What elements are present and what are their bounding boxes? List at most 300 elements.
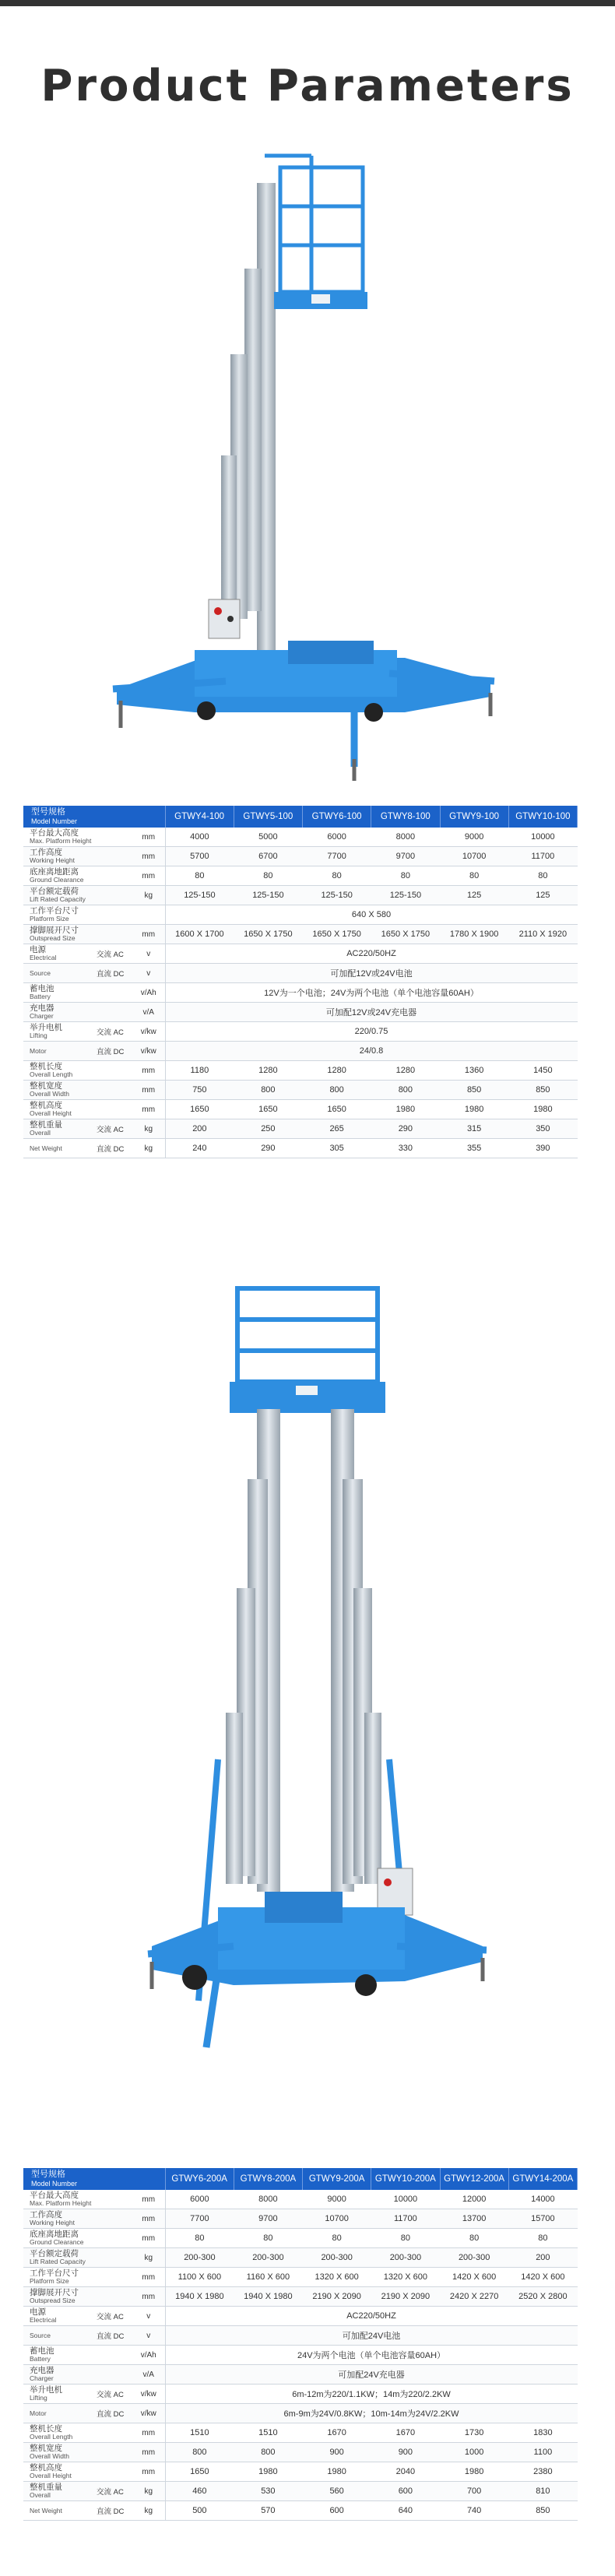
table-cell: 6000	[303, 828, 371, 847]
row-label	[23, 2384, 95, 2404]
row-label-zh: 整机长度	[30, 1062, 62, 1071]
row-sublabel: 交流 AC	[95, 2384, 132, 2404]
parameters-table-single-mast	[23, 806, 578, 1158]
table-cell: 80	[440, 2229, 508, 2248]
row-label	[23, 828, 95, 847]
table-cell: 200-300	[440, 2248, 508, 2268]
table-row	[23, 2384, 578, 2404]
table-cell: 1000	[440, 2443, 508, 2462]
row-label-en: Max. Platform Height	[30, 837, 92, 845]
row-unit: mm	[132, 1061, 165, 1081]
table-cell: 15700	[508, 2209, 577, 2229]
row-label	[23, 1119, 95, 1139]
table-cell-merged: AC220/50HZ	[165, 944, 578, 964]
model-header: GTWY6-200A	[165, 2168, 234, 2190]
row-sublabel: 交流 AC	[95, 2482, 132, 2501]
table-cell-merged: 可加配24V充电器	[165, 2365, 578, 2384]
row-label-zh: 整机长度	[30, 2424, 62, 2434]
row-label-en: Platform Size	[30, 915, 69, 923]
table-cell: 4000	[165, 828, 234, 847]
table-cell: 290	[371, 1119, 440, 1139]
row-sublabel	[95, 886, 132, 905]
row-sublabel	[95, 1061, 132, 1081]
row-unit: v/kw	[132, 1042, 165, 1061]
table-cell: 7700	[303, 847, 371, 866]
table-cell: 850	[508, 1081, 577, 1100]
table-cell: 1980	[440, 1100, 508, 1119]
top-bar	[0, 0, 615, 6]
row-unit: mm	[132, 847, 165, 866]
row-label	[23, 1042, 95, 1061]
row-label-en: Platform Size	[30, 2277, 69, 2285]
row-label-en: Overall Height	[30, 1109, 72, 1117]
row-sublabel	[95, 2209, 132, 2229]
table-cell: 5700	[165, 847, 234, 866]
table-cell: 240	[165, 1139, 234, 1158]
table-cell-merged: 220/0.75	[165, 1022, 578, 1042]
table-body	[23, 828, 578, 1158]
table-row	[23, 2268, 578, 2287]
row-label-en: Motor	[30, 1047, 47, 1055]
row-unit: mm	[132, 925, 165, 944]
table-cell: 10000	[508, 828, 577, 847]
table-cell: 350	[508, 1119, 577, 1139]
row-label-zh: 整机高度	[30, 2463, 62, 2472]
table-cell: 125-150	[165, 886, 234, 905]
table-cell: 80	[234, 2229, 302, 2248]
table-cell: 2190 X 2090	[371, 2287, 440, 2307]
row-label-zh: 撑脚展开尺寸	[30, 2288, 79, 2297]
table-cell: 11700	[508, 847, 577, 866]
row-unit: mm	[132, 2209, 165, 2229]
table-header-row	[23, 2168, 578, 2190]
row-sublabel	[95, 1003, 132, 1022]
row-sublabel: 直流 DC	[95, 964, 132, 983]
row-label	[23, 1100, 95, 1119]
row-label-en: Net Weight	[30, 1144, 62, 1152]
table-cell: 80	[440, 866, 508, 886]
table-cell: 80	[165, 866, 234, 886]
row-unit: mm	[132, 2462, 165, 2482]
row-sublabel	[95, 1100, 132, 1119]
table-cell: 800	[234, 2443, 302, 2462]
row-label-en: Overall	[30, 1129, 51, 1137]
row-unit: v	[132, 964, 165, 983]
row-unit: kg	[132, 2482, 165, 2501]
table-cell: 9700	[371, 847, 440, 866]
row-label-en: Net Weight	[30, 2507, 62, 2514]
row-sublabel	[95, 2190, 132, 2209]
row-label	[23, 2482, 95, 2501]
table-cell: 125-150	[371, 886, 440, 905]
row-label-en: Electrical	[30, 954, 57, 961]
table-cell: 200-300	[371, 2248, 440, 2268]
table-row	[23, 1100, 578, 1119]
row-label	[23, 2346, 95, 2365]
table-cell: 9000	[440, 828, 508, 847]
row-label-en: Lift Rated Capacity	[30, 2258, 86, 2265]
row-label-en: Ground Clearance	[30, 876, 84, 884]
row-label	[23, 2423, 95, 2443]
model-header: GTWY6-100	[303, 806, 371, 828]
table-cell: 1650 X 1750	[234, 925, 302, 944]
double-mast-lift-image	[0, 1277, 615, 2063]
table-cell: 750	[165, 1081, 234, 1100]
table-cell: 1940 X 1980	[165, 2287, 234, 2307]
row-label	[23, 944, 95, 964]
table-cell: 290	[234, 1139, 302, 1158]
row-label-zh: 整机重量	[30, 2483, 62, 2492]
row-label	[23, 2287, 95, 2307]
row-label-en: Overall Width	[30, 2452, 70, 2460]
table-cell: 1980	[371, 1100, 440, 1119]
row-sublabel	[95, 2462, 132, 2482]
row-label-zh: 充电器	[30, 1003, 54, 1013]
table-cell: 1510	[165, 2423, 234, 2443]
table-cell: 1420 X 600	[440, 2268, 508, 2287]
table-cell: 460	[165, 2482, 234, 2501]
table-cell: 125-150	[234, 886, 302, 905]
row-label	[23, 1081, 95, 1100]
table-cell: 125	[508, 886, 577, 905]
row-label-zh: 工作平台尺寸	[30, 2268, 79, 2278]
row-sublabel	[95, 925, 132, 944]
table-cell: 6700	[234, 847, 302, 866]
row-label-en: Working Height	[30, 856, 75, 864]
table-cell: 1650	[165, 1100, 234, 1119]
model-header: GTWY14-200A	[508, 2168, 577, 2190]
table-row	[23, 828, 578, 847]
row-label	[23, 2268, 95, 2287]
table-cell: 330	[371, 1139, 440, 1158]
row-unit: mm	[132, 2443, 165, 2462]
model-header: GTWY9-100	[440, 806, 508, 828]
row-label	[23, 2248, 95, 2268]
row-label-zh: 平台最大高度	[30, 828, 79, 838]
row-unit: kg	[132, 2501, 165, 2521]
table-cell: 740	[440, 2501, 508, 2521]
row-sublabel: 直流 DC	[95, 2326, 132, 2346]
table-cell: 500	[165, 2501, 234, 2521]
table-cell: 12000	[440, 2190, 508, 2209]
table-body	[23, 2190, 578, 2521]
table-cell: 2520 X 2800	[508, 2287, 577, 2307]
row-unit: v/A	[132, 1003, 165, 1022]
row-label-zh: 整机宽度	[30, 1081, 62, 1091]
table-cell: 1670	[303, 2423, 371, 2443]
row-label-zh: 充电器	[30, 2366, 54, 2375]
table-cell-merged: 24/0.8	[165, 1042, 578, 1061]
row-label-en: Outspread Size	[30, 2297, 76, 2304]
row-unit: kg	[132, 1119, 165, 1139]
row-label-en: Overall	[30, 2491, 51, 2499]
row-sublabel: 直流 DC	[95, 2404, 132, 2423]
table-cell: 800	[234, 1081, 302, 1100]
row-sublabel	[95, 2346, 132, 2365]
row-label-zh: 撑脚展开尺寸	[30, 926, 79, 935]
row-sublabel	[95, 866, 132, 886]
row-unit: v	[132, 2307, 165, 2326]
row-label-en: Motor	[30, 2409, 47, 2417]
row-label-zh: 整机宽度	[30, 2444, 62, 2453]
table-cell: 800	[371, 1081, 440, 1100]
row-label	[23, 905, 95, 925]
table-cell: 9000	[303, 2190, 371, 2209]
table-cell: 640	[371, 2501, 440, 2521]
row-unit: kg	[132, 2248, 165, 2268]
row-label-en: Overall Length	[30, 1070, 73, 1078]
row-label-en: Lifting	[30, 2394, 47, 2402]
table-row	[23, 1061, 578, 1081]
table-row	[23, 1139, 578, 1158]
table-cell: 2190 X 2090	[303, 2287, 371, 2307]
row-sublabel: 直流 DC	[95, 2501, 132, 2521]
row-label-zh: 工作平台尺寸	[30, 906, 79, 915]
row-label	[23, 983, 95, 1003]
header-label-zh: 型号规格	[31, 807, 65, 817]
row-label-zh: 工作高度	[30, 848, 62, 857]
row-label-en: Electrical	[30, 2316, 57, 2324]
row-label	[23, 2462, 95, 2482]
table-cell: 1320 X 600	[371, 2268, 440, 2287]
row-sublabel	[95, 2229, 132, 2248]
row-label	[23, 1003, 95, 1022]
row-sublabel	[95, 2268, 132, 2287]
row-unit	[132, 905, 165, 925]
table-cell: 1650 X 1750	[303, 925, 371, 944]
table-cell: 700	[440, 2482, 508, 2501]
row-label-zh: 举升电机	[30, 1023, 62, 1032]
row-label	[23, 1061, 95, 1081]
table-cell: 14000	[508, 2190, 577, 2209]
table-cell-merged: 可加配12V或24V电池	[165, 964, 578, 983]
table-cell: 315	[440, 1119, 508, 1139]
table-cell: 390	[508, 1139, 577, 1158]
table-cell: 1670	[371, 2423, 440, 2443]
table-row	[23, 2462, 578, 2482]
row-unit: v/Ah	[132, 983, 165, 1003]
table-cell: 80	[165, 2229, 234, 2248]
table-row	[23, 983, 578, 1003]
model-number-header	[23, 2168, 165, 2190]
row-sublabel: 交流 AC	[95, 1119, 132, 1139]
table-row	[23, 2404, 578, 2423]
row-label-en: Lifting	[30, 1031, 47, 1039]
row-unit: mm	[132, 2423, 165, 2443]
table-cell-merged: 640 X 580	[165, 905, 578, 925]
row-label-zh: 电源	[30, 2307, 46, 2317]
row-unit: v/Ah	[132, 2346, 165, 2365]
row-label	[23, 1022, 95, 1042]
table-cell: 1730	[440, 2423, 508, 2443]
model-header: GTWY8-100	[371, 806, 440, 828]
row-sublabel	[95, 905, 132, 925]
table-cell: 800	[165, 2443, 234, 2462]
table-cell: 850	[508, 2501, 577, 2521]
row-sublabel	[95, 2365, 132, 2384]
header-label-en: Model Number	[31, 2180, 78, 2188]
row-label	[23, 964, 95, 983]
row-sublabel	[95, 828, 132, 847]
table-cell-merged: 6m-9m为24V/0.8KW；10m-14m为24V/2.2KW	[165, 2404, 578, 2423]
row-label	[23, 866, 95, 886]
table-row	[23, 2190, 578, 2209]
model-header: GTWY5-100	[234, 806, 302, 828]
table-cell: 1980	[508, 1100, 577, 1119]
table-cell: 11700	[371, 2209, 440, 2229]
table-cell: 1360	[440, 1061, 508, 1081]
table-cell: 1650	[234, 1100, 302, 1119]
table-cell: 9700	[234, 2209, 302, 2229]
table-cell: 800	[303, 1081, 371, 1100]
table-cell-merged: 可加配24V电池	[165, 2326, 578, 2346]
row-unit: v/kw	[132, 2384, 165, 2404]
row-sublabel	[95, 2423, 132, 2443]
table-row	[23, 2501, 578, 2521]
table-cell: 2380	[508, 2462, 577, 2482]
row-label-zh: 平台额定载荷	[30, 887, 79, 896]
model-header: GTWY10-100	[508, 806, 577, 828]
table-cell: 200	[165, 1119, 234, 1139]
table-row	[23, 1081, 578, 1100]
table-cell: 80	[508, 866, 577, 886]
row-unit: mm	[132, 1100, 165, 1119]
row-label	[23, 886, 95, 905]
row-sublabel	[95, 2443, 132, 2462]
model-header: GTWY10-200A	[371, 2168, 440, 2190]
row-label-en: Ground Clearance	[30, 2238, 84, 2246]
table-cell: 125-150	[303, 886, 371, 905]
row-label	[23, 2365, 95, 2384]
row-label-zh: 整机高度	[30, 1101, 62, 1110]
table-cell: 2040	[371, 2462, 440, 2482]
table-row	[23, 1042, 578, 1061]
table-cell: 560	[303, 2482, 371, 2501]
table-row	[23, 866, 578, 886]
row-sublabel	[95, 983, 132, 1003]
page-title: Product Parameters	[40, 61, 575, 111]
row-sublabel: 交流 AC	[95, 2307, 132, 2326]
row-unit: kg	[132, 1139, 165, 1158]
row-sublabel: 直流 DC	[95, 1139, 132, 1158]
table-cell: 80	[371, 866, 440, 886]
row-label-en: Lift Rated Capacity	[30, 895, 86, 903]
row-label	[23, 847, 95, 866]
table-cell: 1780 X 1900	[440, 925, 508, 944]
table-row	[23, 2365, 578, 2384]
row-label	[23, 2326, 95, 2346]
row-sublabel	[95, 1081, 132, 1100]
table-cell: 265	[303, 1119, 371, 1139]
row-label-en: Charger	[30, 1012, 54, 1020]
single-mast-lift-image	[0, 152, 615, 790]
row-unit: mm	[132, 866, 165, 886]
row-unit: v/kw	[132, 1022, 165, 1042]
table-cell: 355	[440, 1139, 508, 1158]
table-cell: 80	[303, 866, 371, 886]
table-cell-merged: AC220/50HZ	[165, 2307, 578, 2326]
table-cell: 600	[371, 2482, 440, 2501]
header-label-en: Model Number	[31, 817, 78, 825]
table-row	[23, 1003, 578, 1022]
row-label-zh: 底座离地距离	[30, 867, 79, 877]
table-row	[23, 2287, 578, 2307]
row-sublabel: 交流 AC	[95, 1022, 132, 1042]
table-cell: 80	[371, 2229, 440, 2248]
table-cell: 1940 X 1980	[234, 2287, 302, 2307]
row-label	[23, 2443, 95, 2462]
table-row	[23, 2209, 578, 2229]
table-cell: 900	[371, 2443, 440, 2462]
table-cell: 1180	[165, 1061, 234, 1081]
row-unit: v/kw	[132, 2404, 165, 2423]
table-header-row	[23, 806, 578, 828]
table-row	[23, 2346, 578, 2365]
row-sublabel	[95, 2287, 132, 2307]
row-sublabel: 直流 DC	[95, 1042, 132, 1061]
table-cell: 1980	[234, 2462, 302, 2482]
table-cell: 1510	[234, 2423, 302, 2443]
table-cell: 1650 X 1750	[371, 925, 440, 944]
table-cell-merged: 12V为一个电池；24V为两个电池（单个电池容量60AH）	[165, 983, 578, 1003]
table-cell: 6000	[165, 2190, 234, 2209]
table-cell: 850	[440, 1081, 508, 1100]
row-label-en: Charger	[30, 2374, 54, 2382]
row-unit: mm	[132, 2190, 165, 2209]
table-row	[23, 925, 578, 944]
model-header: GTWY8-200A	[234, 2168, 302, 2190]
row-label-en: Outspread Size	[30, 934, 76, 942]
table-cell: 1980	[440, 2462, 508, 2482]
table-row	[23, 905, 578, 925]
row-sublabel	[95, 2248, 132, 2268]
row-unit: v	[132, 944, 165, 964]
row-label-en: Battery	[30, 2355, 51, 2363]
row-unit: v/A	[132, 2365, 165, 2384]
table-row	[23, 2229, 578, 2248]
row-label-zh: 底座离地距离	[30, 2230, 79, 2239]
table-cell: 1600 X 1700	[165, 925, 234, 944]
row-label-en: Overall Length	[30, 2433, 73, 2441]
table-cell: 1280	[303, 1061, 371, 1081]
table-cell: 1450	[508, 1061, 577, 1081]
table-cell: 2110 X 1920	[508, 925, 577, 944]
row-label	[23, 2307, 95, 2326]
table-cell: 1100	[508, 2443, 577, 2462]
row-label-en: Battery	[30, 993, 51, 1000]
table-cell: 1100 X 600	[165, 2268, 234, 2287]
table-cell: 200-300	[234, 2248, 302, 2268]
table-cell: 200-300	[303, 2248, 371, 2268]
table-cell: 1830	[508, 2423, 577, 2443]
table-row	[23, 2443, 578, 2462]
table-cell: 8000	[371, 828, 440, 847]
table-row	[23, 2482, 578, 2501]
row-label-en: Working Height	[30, 2219, 75, 2226]
table-row	[23, 1022, 578, 1042]
table-cell: 10000	[371, 2190, 440, 2209]
table-cell: 1980	[303, 2462, 371, 2482]
row-label-en: Source	[30, 969, 51, 977]
row-label-en: Max. Platform Height	[30, 2199, 92, 2207]
table-cell: 1420 X 600	[508, 2268, 577, 2287]
table-cell: 1650	[303, 1100, 371, 1119]
row-label-en: Overall Height	[30, 2472, 72, 2479]
table-cell: 80	[234, 866, 302, 886]
parameters-table-double-mast	[23, 2168, 578, 2521]
model-header: GTWY4-100	[165, 806, 234, 828]
table-cell: 1280	[234, 1061, 302, 1081]
